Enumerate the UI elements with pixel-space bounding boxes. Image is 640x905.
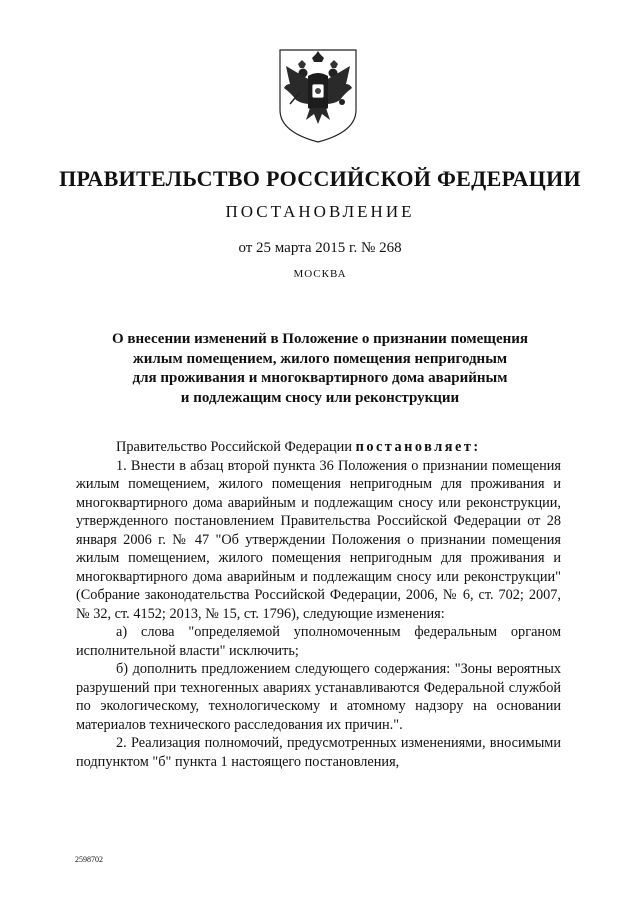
city-label: МОСКВА [293, 268, 347, 280]
subparagraph-b: б) дополнить предложением следующего содержания: "Зоны вероятных разрушений при техногенных авариях устанавливаются Федеральной службой по экологическому, технологическому и атомному надзору на основании материалов технического расследования их причин.". [76, 661, 561, 733]
document-heading [90, 330, 550, 408]
heading-line-4: и подлежащим сносу или реконструкции [180, 389, 460, 406]
paragraph-2: 2. Реализация полномочий, предусмотренных изменениями, вносимыми подпунктом "б" пункта 1 настоящего постановления, [76, 735, 561, 770]
document-code: 2598702 [75, 855, 103, 864]
russian-coat-of-arms-icon [276, 48, 360, 144]
heading-line-2: жилым помещением, жилого помещения непригодным [132, 350, 508, 367]
decree-verb: постановляет: [355, 439, 481, 455]
document-type: ПОСТАНОВЛЕНИЕ [225, 202, 415, 221]
intro-text: Правительство Российской Федерации [116, 439, 356, 455]
heading-line-3: для проживания и многоквартирного дома аварийным [132, 370, 508, 386]
government-title: ПРАВИТЕЛЬСТВО РОССИЙСКОЙ ФЕДЕРАЦИИ [59, 166, 581, 191]
heading-line-1: О внесении изменений в Положение о признании помещения [111, 331, 529, 347]
intro-paragraph [76, 438, 561, 457]
document-body [76, 438, 561, 771]
subparagraph-a: а) слова "определяемой уполномоченным федеральным органом исполнительной власти" исключить; [76, 624, 561, 659]
paragraph-1: 1. Внести в абзац второй пункта 36 Положения о признании помещения жилым помещением, жилого помещения непригодным для проживания и многоквартирного дома аварийным и подлежащим сносу или реконструкции, утвержденного постановлением Правительства Российской Федерации от 28 января 2006 г. № 47 "Об утверждении Положения о признании помещения жилым помещением, жилого помещения непригодным для проживания и многоквартирного дома аварийным и подлежащим сносу или реконструкции" (Собрание законодательства Российской Федерации, 2006, № 6, ст. 702; 2007, № 32, ст. 4152; 2013, № 15, ст. 1796), следующие изменения: [76, 457, 561, 622]
document-date-number: от 25 марта 2015 г. № 268 [238, 240, 402, 256]
